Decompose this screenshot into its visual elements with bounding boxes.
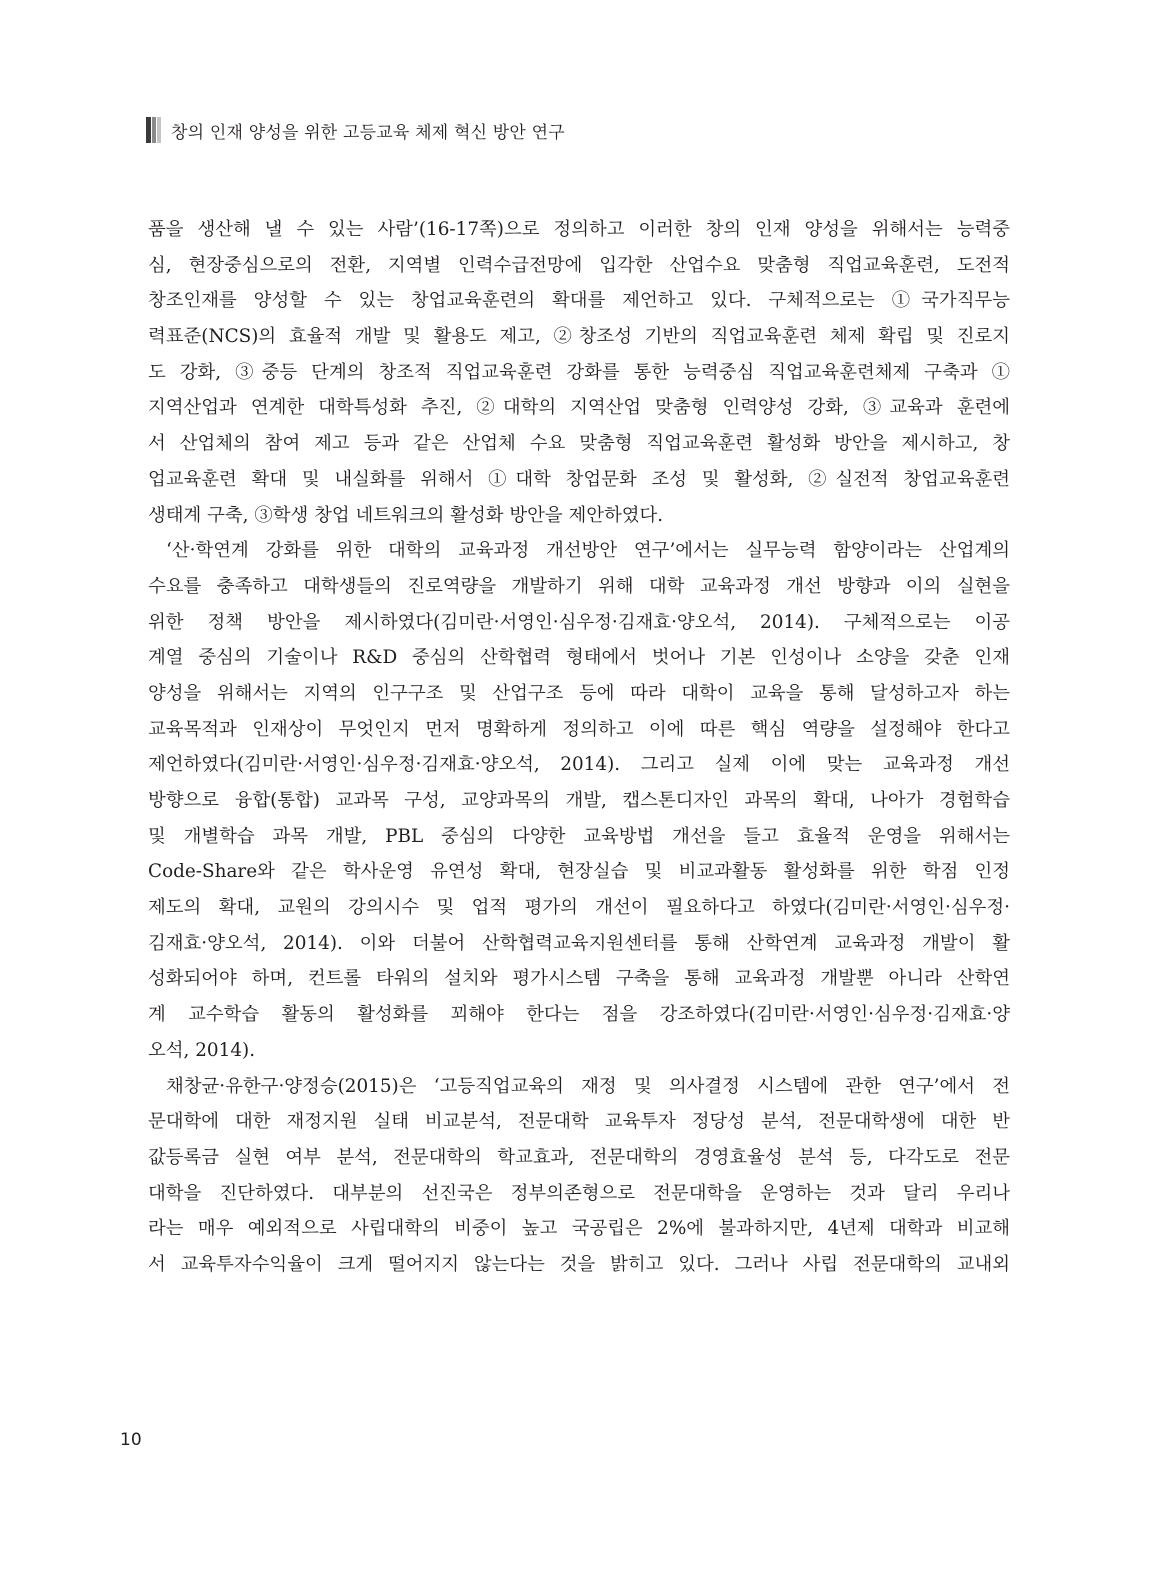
text-line: 창조인재를 양성할 수 있는 창업교육훈련의 확대를 제언하고 있다. 구체적으로는 ①국가직무능 — [148, 290, 1010, 312]
text-line: 위한 정책 방안을 제시하였다(김미란·서영인·심우정·김재효·양오석, 2014). 구체적으로는 이공 — [148, 611, 1010, 633]
text-line: 교육목적과 인재상이 무엇인지 먼저 명확하게 정의하고 이에 따른 핵심 역량을 설정해야 한다고 — [148, 718, 1010, 740]
text-line: 제도의 확대, 교원의 강의시수 및 업적 평가의 개선이 필요하다고 하였다(김미란·서영인·심우정· — [148, 897, 1010, 919]
text-line: 지역산업과 연계한 대학특성화 추진, ②대학의 지역산업 맞춤형 인력양성 강화, ③교육과 훈련에 — [148, 397, 1010, 419]
text-line: 라는 매우 예외적으로 사립대학의 비중이 높고 국공립은 2%에 불과하지만, 4년제 대학과 비교해 — [148, 1218, 1010, 1240]
text-line: 대학을 진단하였다. 대부분의 선진국은 정부의존형으로 전문대학을 운영하는 것과 달리 우리나 — [148, 1182, 1010, 1204]
header-bar-dark — [146, 117, 151, 143]
text-line: 채창균·유한구·양정승(2015)은 ‘고등직업교육의 재정 및 의사결정 시스템에 관한 연구’에서 전 — [166, 1075, 1010, 1097]
text-line: 서 교육투자수익율이 크게 떨어지지 않는다는 것을 밝히고 있다. 그러나 사립 전문대학의 교내외 — [148, 1253, 1010, 1275]
text-line: 업교육훈련 확대 및 내실화를 위해서 ①대학 창업문화 조성 및 활성화, ②실전적 창업교육훈련 — [148, 468, 1010, 490]
text-line: ‘산·학연계 강화를 위한 대학의 교육과정 개선방안 연구’에서는 실무능력 함양이라는 산업계의 — [166, 540, 1010, 562]
text-line: 양성을 위해서는 지역의 인구구조 및 산업구조 등에 따라 대학이 교육을 통해 달성하고자 하는 — [148, 682, 1010, 704]
text-line: 값등록금 실현 여부 분석, 전문대학의 학교효과, 전문대학의 경영효율성 분석 등, 다각도로 전문 — [148, 1146, 1010, 1168]
text-line: 김재효·양오석, 2014). 이와 더불어 산학협력교육지원센터를 통해 산학연계 교육과정 개발이 활 — [148, 932, 1010, 954]
page-number: 10 — [120, 1430, 142, 1450]
running-header-title: 창의 인재 양성을 위한 고등교육 체제 혁신 방안 연구 — [171, 122, 565, 143]
text-line: 심, 현장중심으로의 전환, 지역별 인력수급전망에 입각한 산업수요 맞춤형 직업교육훈련, 도전적 — [148, 254, 1010, 276]
running-header — [146, 116, 565, 144]
header-bar-light — [157, 117, 161, 143]
text-line: 계 교수학습 활동의 활성화를 꾀해야 한다는 점을 강조하였다(김미란·서영인·심우정·김재효·양 — [148, 1004, 1010, 1026]
header-bar-mid — [152, 117, 156, 143]
text-line: 문대학에 대한 재정지원 실태 비교분석, 전문대학 교육투자 정당성 분석, 전문대학생에 대한 반 — [148, 1111, 1010, 1133]
text-line: 생태계 구축, ③학생 창업 네트워크의 활성화 방안을 제안하였다. — [148, 504, 664, 526]
text-line: 성화되어야 하며, 컨트롤 타워의 설치와 평가시스템 구축을 통해 교육과정 개발뿐 아니라 산학연 — [148, 968, 1010, 990]
text-line: 제언하였다(김미란·서영인·심우정·김재효·양오석, 2014). 그리고 실제 이에 맞는 교육과정 개선 — [148, 754, 1010, 776]
text-line: 서 산업체의 참여 제고 등과 같은 산업체 수요 맞춤형 직업교육훈련 활성화 방안을 제시하고, 창 — [148, 433, 1010, 455]
text-line: Code-Share와 같은 학사운영 유연성 확대, 현장실습 및 비교과활동 활성화를 위한 학점 인정 — [148, 861, 1010, 883]
text-line: 도 강화, ③중등 단계의 창조적 직업교육훈련 강화를 통한 능력중심 직업교육훈련체제 구축과 ① — [148, 361, 1010, 383]
text-line: 및 개별학습 과목 개발, PBL 중심의 다양한 교육방법 개선을 들고 효율적 운영을 위해서는 — [148, 825, 1010, 847]
text-line: 방향으로 융합(통합) 교과목 구성, 교양과목의 개발, 캡스톤디자인 과목의 확대, 나아가 경험학습 — [148, 790, 1010, 811]
body-text — [148, 212, 1010, 1283]
text-line: 계열 중심의 기술이나 R&D 중심의 산학협력 형태에서 벗어나 기본 인성이나 소양을 갖춘 인재 — [148, 647, 1010, 669]
text-line: 력표준(NCS)의 효율적 개발 및 활용도 제고, ②창조성 기반의 직업교육훈련 체제 확립 및 진로지 — [148, 326, 1010, 348]
text-line: 품을 생산해 낼 수 있는 사람’(16-17쪽)으로 정의하고 이러한 창의 인재 양성을 위해서는 능력중 — [148, 219, 1010, 240]
text-line: 오석, 2014). — [148, 1039, 256, 1061]
header-bar-decoration — [146, 117, 161, 143]
text-line: 수요를 충족하고 대학생들의 진로역량을 개발하기 위해 대학 교육과정 개선 방향과 이의 실현을 — [148, 575, 1010, 597]
